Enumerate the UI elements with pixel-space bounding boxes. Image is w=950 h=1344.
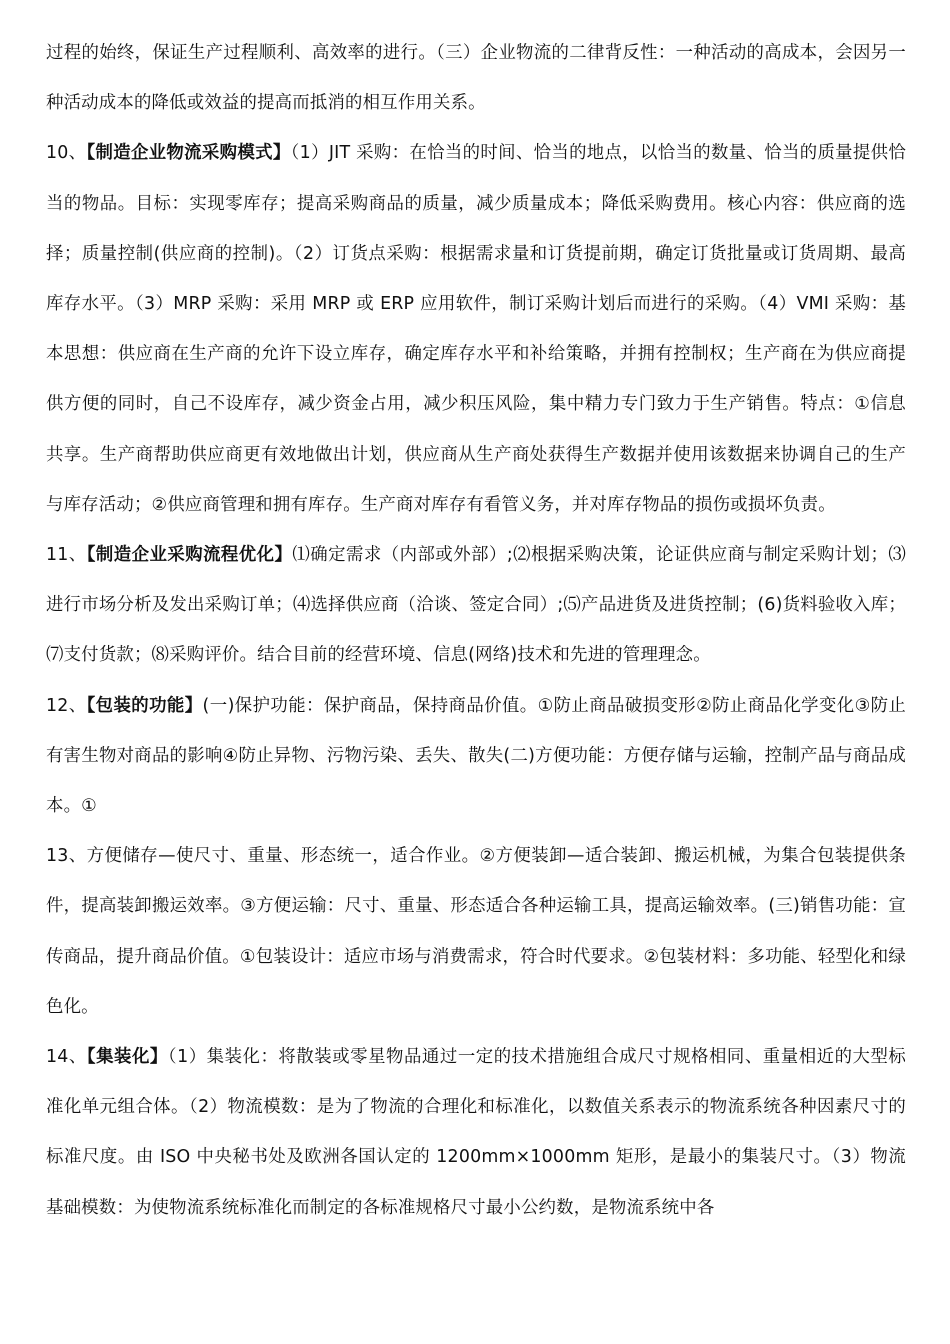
paragraph-13	[46, 831, 906, 1032]
paragraph-text: (一)保护功能：保护商品，保持商品价值。①防止商品破损变形②防止商品化学变化③防止有害生物对商品的影响④防止异物、污物污染、丢失、散失(二)方便功能：方便存储与运输，控制产品与商品成本。①	[46, 695, 906, 817]
paragraph-text: （1）集装化：将散装或零星物品通过一定的技术措施组合成尺寸规格相同、重量相近的大型标准化单元组合体。（2）物流模数：是为了物流的合理化和标准化，以数值关系表示的物流系统各种因素尺寸的标准尺度。由 ISO 中央秘书处及欧洲各国认定的 1200mm×1000mm 矩形，是最小的集装尺寸。（3）物流基础模数：为使物流系统标准化而制定的各标准规格尺寸最小公约数，是物流系统中各	[46, 1047, 906, 1218]
paragraph-10	[46, 128, 906, 530]
paragraph-text: ⑴确定需求（内部或外部）;⑵根据采购决策，论证供应商与制定采购计划；⑶进行市场分析及发出采购订单；⑷选择供应商（洽谈、签定合同）;⑸产品进货及进货控制；(6)货料验收入库；⑺支付货款；⑻采购评价。结合目前的经营环境、信息(网络)技术和先进的管理理念。	[46, 545, 907, 666]
paragraph-heading: 【集装化】	[86, 1047, 168, 1068]
paragraph-text: 方便储存—使尺寸、重量、形态统一，适合作业。②方便装卸—适合装卸、搬运机械，为集合包装提供条件，提高装卸搬运效率。③方便运输：尺寸、重量、形态适合各种运输工具，提高运输效率。(三)销售功能：宣传商品，提升商品价值。①包装设计：适应市场与消费需求，符合时代要求。②包装材料：多功能、轻型化和绿色化。	[46, 846, 906, 1017]
paragraph-text: 过程的始终，保证生产过程顺利、高效率的进行。（三）企业物流的二律背反性：一种活动的高成本，会因另一种活动成本的降低或效益的提高而抵消的相互作用关系。	[46, 43, 906, 114]
paragraph-12	[46, 681, 906, 832]
paragraph-11	[46, 530, 906, 681]
paragraph-heading: 【制造企业物流采购模式】	[86, 143, 291, 164]
paragraph-number: 10、	[46, 143, 87, 164]
paragraph-14	[46, 1032, 906, 1233]
paragraph-continuation	[46, 28, 906, 128]
paragraph-number: 11、	[46, 545, 87, 566]
paragraph-heading: 【制造企业采购流程优化】	[86, 545, 293, 566]
paragraph-number: 13、	[46, 846, 87, 867]
paragraph-heading: 【包装的功能】	[86, 695, 203, 716]
paragraph-text: （1）JIT 采购：在恰当的时间、恰当的地点，以恰当的数量、恰当的质量提供恰当的物品。目标：实现零库存；提高采购商品的质量，减少质量成本；降低采购费用。核心内容：供应商的选择；质量控制(供应商的控制)。（2）订货点采购：根据需求量和订货提前期，确定订货批量或订货周期、最高库存水平。（3）MRP 采购：采用 MRP 或 ERP 应用软件，制订采购计划后而进行的采购。（4）VMI 采购：基本思想：供应商在生产商的允许下设立库存，确定库存水平和补给策略，并拥有控制权；生产商在为供应商提供方便的同时，自己不设库存，减少资金占用，减少积压风险，集中精力专门致力于生产销售。特点：①信息共享。生产商帮助供应商更有效地做出计划，供应商从生产商处获得生产数据并使用该数据来协调自己的生产与库存活动；②供应商管理和拥有库存。生产商对库存有看管义务，并对库存物品的损伤或损坏负责。	[46, 143, 906, 515]
paragraph-number: 12、	[46, 695, 87, 716]
paragraph-number: 14、	[46, 1047, 87, 1068]
